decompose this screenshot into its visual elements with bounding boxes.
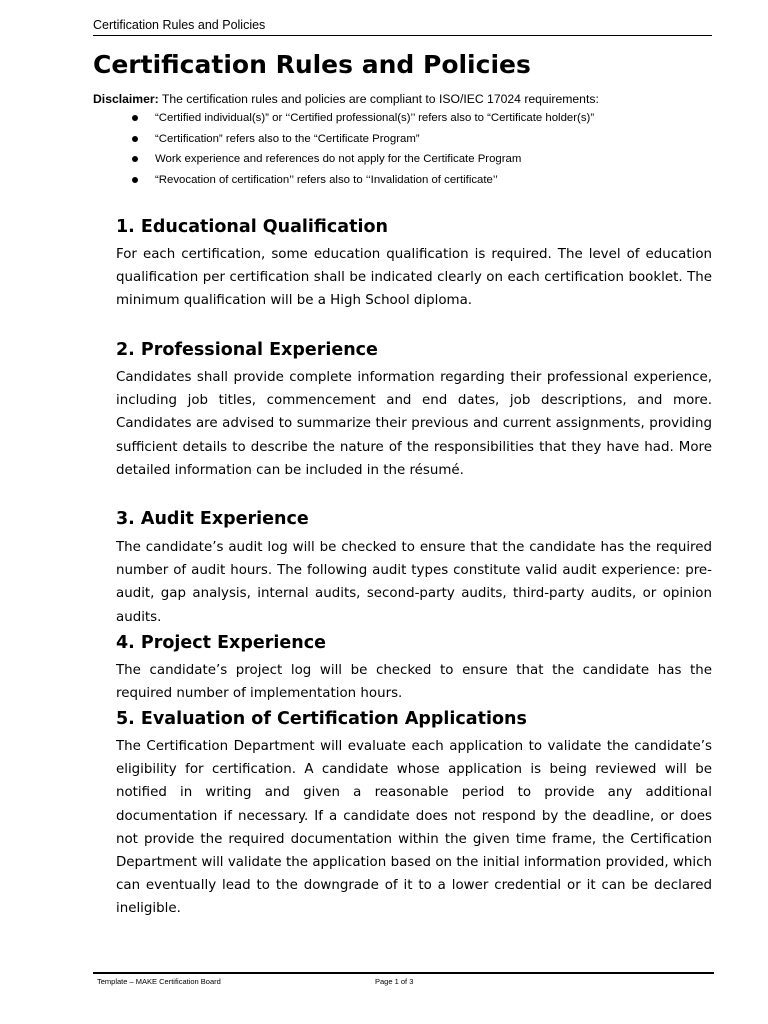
document-title: Certification Rules and Policies (93, 50, 531, 79)
section-body-audit-experience: The candidate’s audit log will be checked to ensure that the candidate has the required number of audit hours. The following audit types constitute valid audit experience: pre-audit, gap analysis, internal audits, second-party audits, third-party audits, or opinion audits. (116, 540, 712, 625)
section-body-evaluation-of-applications: The Certification Department will evaluate each application to validate the candidate’s eligibility for certification. A candidate whose application is being reviewed will be notified in writing and given a reasonable period to provide any additional documentation if necessary. If a candidate does not respond by the deadline, or does not provide the required documentation within the given time frame, the Certification Department will validate the application based on the initial information provided, which can eventually lead to the downgrade of it to a lower credential or it can be declared ineligible. (116, 739, 712, 917)
footer-page-number: Page 1 of 3 (375, 977, 414, 986)
bullet-icon (132, 136, 138, 142)
list-item (93, 172, 712, 193)
disclaimer (93, 91, 723, 108)
disclaimer-text: The certification rules and policies are compliant to ISO/IEC 17024 requirements: (161, 92, 599, 106)
header-divider (93, 35, 712, 36)
list-item (93, 131, 712, 152)
bullet-icon (132, 177, 138, 183)
section-body-professional-experience: Candidates shall provide complete information regarding their professional experience, including job titles, commencement and end dates, job descriptions, and more. Candidates are advised to summarize their previous and current assignments, providing sufficient details to describe the nature of the responsibilities that they have had. More detailed information can be included in the résumé. (116, 370, 712, 478)
disclaimer-label: Disclaimer: (93, 92, 159, 106)
section-heading-educational-qualification: 1. Educational Qualification (116, 217, 388, 237)
section-heading-audit-experience: 3. Audit Experience (116, 509, 309, 529)
definitions-list (93, 110, 712, 192)
section-heading-project-experience: 4. Project Experience (116, 633, 326, 653)
footer-template-label: Template – MAKE Certification Board (97, 977, 221, 986)
section-heading-professional-experience: 2. Professional Experience (116, 340, 378, 360)
list-item (93, 110, 712, 131)
running-header: Certification Rules and Policies (93, 18, 266, 32)
bullet-icon (132, 115, 138, 121)
list-item (93, 151, 712, 172)
list-item-text: “Certification” refers also to the “Certificate Program” (155, 132, 420, 145)
section-body-educational-qualification: For each certification, some education qualification is required. The level of education qualification per certification shall be indicated clearly on each certification booklet. The minimum qualification will be a High School diploma. (116, 247, 712, 309)
section-body-project-experience: The candidate’s project log will be checked to ensure that the candidate has the required number of implementation hours. (116, 663, 712, 702)
bullet-icon (132, 156, 138, 162)
list-item-text: “Revocation of certification’’ refers also to ‘‘Invalidation of certificate’’ (155, 173, 498, 186)
section-heading-evaluation-of-applications: 5. Evaluation of Certification Applications (116, 709, 527, 729)
list-item-text: “Certified individual(s)” or ‘‘Certified professional(s)’’ refers also to “Certificate holder(s)” (155, 112, 595, 124)
list-item-text: Work experience and references do not apply for the Certificate Program (155, 153, 522, 165)
footer-divider (93, 972, 714, 974)
